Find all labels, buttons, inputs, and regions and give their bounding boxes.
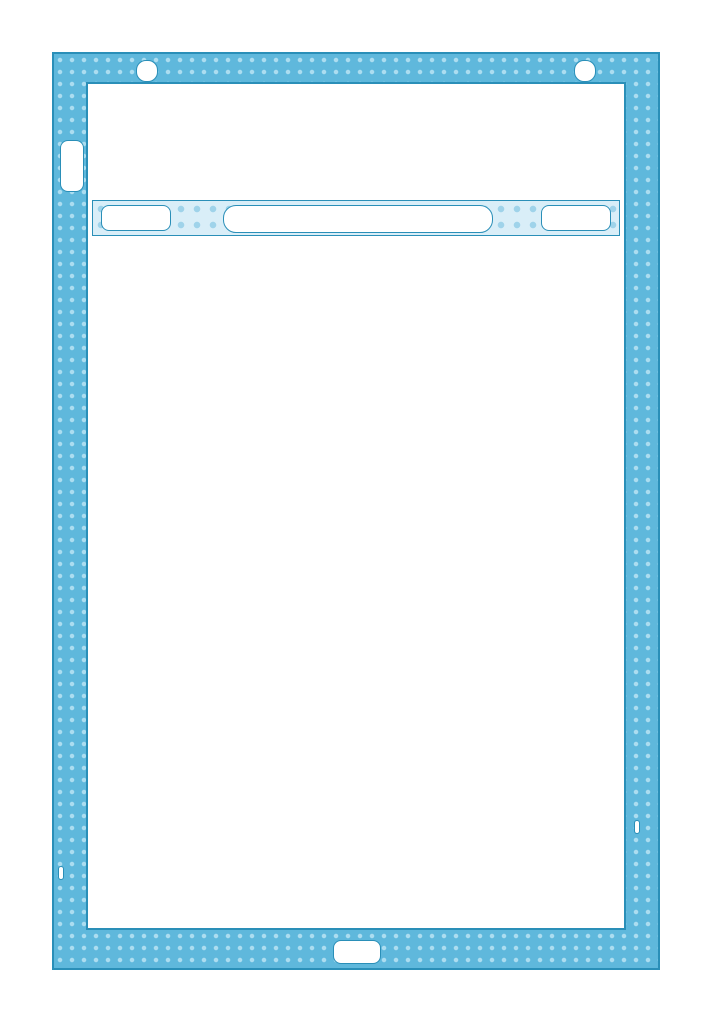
surah-name-header bbox=[136, 60, 158, 82]
manzil-marker bbox=[634, 820, 640, 834]
side-note-left bbox=[58, 866, 64, 880]
bismillah bbox=[223, 205, 493, 233]
surah-info-right bbox=[541, 205, 611, 231]
header-bar bbox=[86, 58, 626, 84]
page-number bbox=[333, 940, 381, 964]
ruku-marker bbox=[60, 140, 84, 192]
surah-header-band bbox=[92, 200, 620, 236]
surah-info-left bbox=[101, 205, 171, 231]
juz-name-header bbox=[574, 60, 596, 82]
